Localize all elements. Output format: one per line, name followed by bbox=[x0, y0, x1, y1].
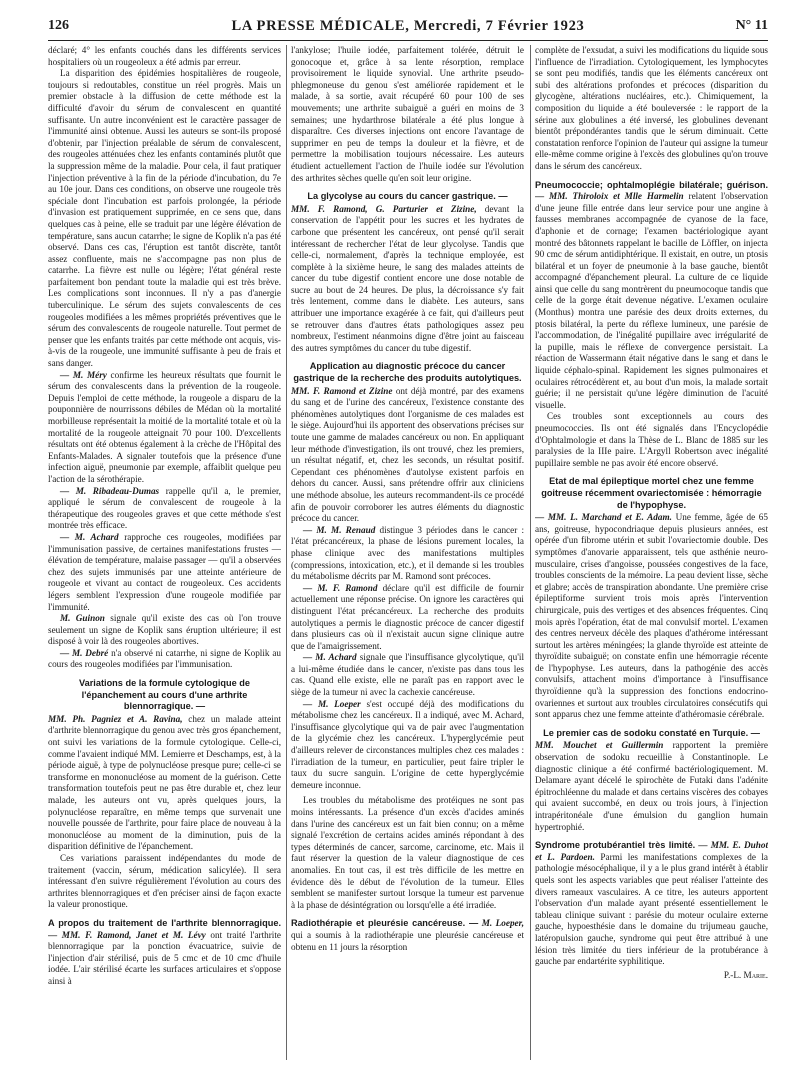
paragraph bbox=[48, 370, 281, 486]
author-name: — MM. L. Marchand et E. Adam. bbox=[535, 512, 672, 523]
paragraph-text: s'est occupé déjà des modifications du métabolisme chez les cancéreux. Il a indiqué, avec M. Achard, l'insuffisance glycolytique qui va de pair avec l'augmentation de la glycémie chez les cancéreux. L'hyperglycémie peut d'ailleurs relever de circonstances multiples chez ces malades : l'irradiation de la tumeur, en particulier, peut faire tripler le taux du sucre sanguin. L'origine de cette hyperglycémie demeure inconnue. bbox=[291, 698, 524, 790]
paragraph bbox=[291, 386, 524, 525]
author-name: — M. Achard bbox=[303, 652, 357, 663]
author-name: — M. Ribadeau-Dumas bbox=[60, 485, 160, 496]
author-name: MM. Ph. Pagniez et A. Ravina, bbox=[48, 713, 183, 724]
paragraph bbox=[291, 699, 524, 792]
paragraph: l'ankylose; l'huile iodée, parfaitement tolérée, détruit le gonocoque et, grâce à sa lente résorption, remplace provisoirement le liquide synovial. Une arthrite pseudo-phlegmoneuse du genou s'est améliorée rapidement et le malade, à sa sortie, avait récupéré 60 pour 100 de ses mouvements; une arthrite subaiguë a guéri en moins de 3 semaines; une hydarthrose bilatérale a été plus longue à disparaître. Ces diverses injections ont encore l'avantage de supprimer en peu de temps la douleur et la fièvre, et de permettre la mobilisation toujours nécessaire. Les auteurs étudient actuellement l'action de l'huile iodée sur l'évolution des arthrites sèches quelle qu'en soit leur origine. bbox=[291, 45, 524, 183]
paragraph-text: rapportent la première observation de sodoku recueillie à Constantinople. Le diagnostic clinique a été confirmé bactériologiquement. M. Delamare ayant décelé le spirochète de Futaki dans l'adénite épitrochléenne du malade et dans certains viscères des cobayes qui avaient succombé, en deux ou trois jours, à l'injection intrapéritonéale d'une émulsion du ganglion humain hypertrophié. bbox=[535, 740, 768, 832]
author-name: — M. Méry bbox=[60, 369, 107, 380]
section-heading: Syndrome protubérantiel très limité. bbox=[535, 840, 696, 851]
section-heading: A propos du traitement de l'arthrite blennorragique. bbox=[48, 917, 281, 928]
paragraph: Ces variations paraissent indépendantes du mode de traitement (vaccin, sérum, médication salicylée). Il sera intéressant d'en suivre régulièrement l'évolution au cours des arthrites blennorragiques et d'en préciser ainsi de façon exacte la valeur pronostique. bbox=[48, 852, 281, 910]
column-divider bbox=[530, 45, 531, 1060]
paragraph-text: signale que l'insuffisance glycolytique, qu'il a lui-même étudiée dans le cancer, n'existe pas dans tous les cas. Quand elle existe, elle ne paraît pas en rapport avec le siège de la tumeur ni avec la cachexie cancéreuse. bbox=[291, 652, 524, 698]
author-name: — M. F. Ramond bbox=[303, 582, 378, 593]
paragraph-text: Une femme, âgée de 65 ans, goitreuse, hypocondriaque depuis plusieurs années, est opérée d'un fibrome utérin et subit l'ovariectomie double. Des symptômes d'anovarie apparaissent, tels que asthénie neuro-musculaire, crises d'angoisse, poussées congestives de la face, troubles conscients de la mémoire. La peau devient lisse, sèche et glabre; accès de transpiration abondante. Une première crise épileptiforme survient trois mois après l'intervention chirurgicale, puis des vertiges et des absences fréquentes. Cinq mois après l'opération, état de mal convulsif mortel. L'examen des centres nerveux décèle des plaques d'athérome intéressant surtout les artères méningées; la glande thyroïde est atteinte de thyroïdite subaiguë; on constate enfin une hémorragie récente de l'hypophyse. Les auteurs, dans la pathogénie des accès convulsifs, attachent moins d'importance à l'insuffisance thyroïdienne qu'à la suppression des fonctions endocrino-ovariennes et surtout aux troubles circulatoires consécutifs qui sont apparus chez une femme atteinte d'athéromasie cérébrale. bbox=[535, 512, 768, 720]
author-name: M. Guinon bbox=[60, 613, 105, 624]
section-heading: Radiothérapie et pleurésie cancéreuse. — bbox=[291, 918, 479, 929]
author-name: — M. Debré bbox=[60, 647, 109, 658]
paragraph bbox=[535, 840, 768, 968]
section-heading: Pneumococcie; ophtalmoplégie bilatérale; guérison. bbox=[535, 179, 768, 190]
paragraph: déclaré; 4° les enfants couchés dans les différents services hospitaliers où un rougeoleux a été admis par erreur. bbox=[48, 45, 281, 67]
paragraph-text: qui a soumis à la radiothérapie une pleurésie cancéreuse et obtenu en 11 jours la résorption bbox=[291, 929, 524, 952]
paragraph bbox=[48, 613, 281, 648]
paragraph-text: n'a observé ni catarrhe, ni signe de Koplik au cours des rougeoles modifiées par l'immunisation. bbox=[48, 647, 281, 670]
paragraph-text: ont traité l'arthrite blennorragique par la ponction évacuatrice, suivie de l'injection d'air stérilisé, puis de 5 cmc et de 10 cmc d'huile iodée. L'air stérilisé écarte les surfaces articulaires et s'oppose ainsi à bbox=[48, 929, 281, 986]
page-header bbox=[48, 18, 768, 40]
paragraph bbox=[48, 918, 281, 988]
author-name: — M. Loeper bbox=[303, 698, 361, 709]
text-column-3 bbox=[535, 45, 768, 1080]
journal-title: LA PRESSE MÉDICALE, Mercredi, 7 Février 1923 bbox=[231, 18, 585, 34]
section-heading: Variations de la formule cytologique de l'épanchement au cours d'une arthrite blennorragique. — bbox=[78, 678, 251, 712]
paragraph bbox=[48, 714, 281, 853]
column-divider bbox=[286, 45, 287, 1060]
page-number: 126 bbox=[48, 18, 69, 33]
signature: P.-L. Marie. bbox=[723, 969, 768, 980]
paragraph-text: rapproche ces rougeoles, modifiées par l'immunisation passive, de certaines manifestations frustes — élévation de température, malaise passager — qu'il a observées chez des sujets immunisés par une atteinte antérieure de rougeole et vivant au contact de rougeoleux. Ces accidents légers semblent l'expression d'une rougeole modifiée par l'immunité. bbox=[48, 531, 281, 612]
paragraph-text: ont déjà montré, par des examens du sang et de l'urine des cancéreux, l'existence constante des phénomènes autolytiques dont l'organisme de ces malades est le siège. Aujourd'hui ils apportent des observations précises sur toute une gamme de malades cancéreux ou non. En appliquant leur méthode d'investigation, ils ont trouvé, chez les premiers, un résultat négatif, et, chez les seconds, un résultat positif. Cependant ces phénomènes d'autolyse existent parfois en dehors du cancer. Aussi, sans prétendre offrir aux cliniciens une méthode absolue, les auteurs recommandent-ils ce procédé afin de pouvoir corroborer les autres éléments du diagnostic précoce du cancer. bbox=[291, 385, 524, 524]
paragraph bbox=[291, 525, 524, 583]
paragraph bbox=[291, 652, 524, 698]
author-name: MM. F. Ramond, G. Parturier et Zizine, bbox=[291, 203, 477, 214]
issue-number: N° 11 bbox=[735, 18, 768, 33]
text-column-2 bbox=[291, 45, 524, 1080]
paragraph-text: devant la conservation de l'appétit pour les sucres et les hydrates de carbone que présentent les cancéreux, ont pensé qu'il serait intéressant de rechercher l'état de leur glycolyse. Tandis que celle-ci, normalement, d'après la technique employée, est complète à la sixième heure, le sang des malades atteints de cancer du tube digestif contient encore une dose notable de sucre au bout de 24 heures. De plus, la décroissance s'y fait très lentement, comme dans le diabète. Les auteurs, sans attribuer une importance exagérée à ce fait, qui d'ailleurs peut se retrouver dans d'autres états pathologiques assez peu nombreux, l'estiment néanmoins digne d'être joint au faisceau des autres symptômes du cancer du tube digestif. bbox=[291, 203, 524, 353]
paragraph-text: signale qu'il existe des cas où l'on trouve seulement un signe de Koplik sans éruption ultérieure; il est disposé à voir là des rougeoles abortives. bbox=[48, 613, 281, 647]
section-heading: Etat de mal épileptique mortel chez une femme goitreuse récemment ovariectomisée : hémorragie de l'hypophyse. bbox=[541, 476, 762, 510]
author-name: — MM. Thiroloix et Mlle Harmelin bbox=[535, 191, 684, 202]
paragraph-text: relatent l'observation d'une jeune fille entrée dans leur service pour une angine à fausses membranes accompagnée de cyanose de la face, d'aphonie et de cornage; l'examen bactériologique ayant montré des bâtonnets rappelant le bacille de Löffler, on injecta 90 cmc de sérum antidiphtérique. Il existait, en outre, un ptosis bilatéral et un foyer de pneumonie à la base gauche, bientôt accompagné d'épanchement pleural. La culture de ce liquide ainsi que celle du sang montrèrent du pneumocoque tandis que celle de la gorge était devenue négative. L'examen oculaire (Monthus) montra une parésie des deux droits externes, du ptosis bilatéral, la perte du réflexe lumineux, une parésie de l'accommodation, de l'inégalité pupillaire avec irrégularité de la pupille, mais le réflexe de convergence persistait. La réaction de Wassermann était négative dans le sang et dans le liquide céphalo-spinal. Rapidement les signes pulmonaires et oculaires rétrocédèrent et, au bout d'un mois, la malade sortait guérie; il ne persistait qu'une légère diminution de l'acuité visuelle. bbox=[535, 191, 768, 410]
paragraph-text: déclare qu'il est difficile de fournir actuellement une réponse précise. On ignore les caractères qui distinguent l'état précancéreux. La recherche des produits autolytiques a permis le diagnostic précoce de cancer digestif dans plusieurs cas où il n'existait aucun signe clinique autre que de l'amaigrissement. bbox=[291, 582, 524, 651]
paragraph: La disparition des épidémies hospitalières de rougeole, toujours si redoutables, constitue un réel progrès. Mais un premier obstacle à la diffusion de cette méthode est la difficulté d'avoir du sérum de convalescent en quantité suffisante. Un autre inconvénient est le caractère passager de l'immunité ainsi obtenue. Aussi les auteurs se sont-ils proposé d'obtenir, par l'injection préalable de sérum de convalescent, des rougeoles atténuées chez les enfants contaminés plutôt que la suppression même de la maladie. Pour cela, il faut pratiquer l'injection préventive à la fin de la période d'incubation, du 7e au 10e jour. Dans ces conditions, on observe une rougeole très spéciale dont l'incubation est parfois prolongée, la période d'invasion est pratiquement supprimée, en ce sens que, dans quelques cas à peine, elle se traduit par une légère élévation de température, sans aucun catarrhe; le signe de Koplik n'a pas été observé. Dans ces cas, l'éruption est tantôt discrète, tantôt assez confluente, mais ne s'accompagne pas non plus de catarrhe. La fièvre est nulle ou légère; l'état général reste parfaitement bon pendant toute la maladie qui est très brève. Les complications sont inconnues. Il n'y a pas d'anergie tuberculinique. Le sérum des sujets convalescents de ces rougeoles modifiées a les mêmes propriétés préventives que le sérum des convalescents de rougeole naturelle. Tout permet de penser que les enfants traités par cette méthode ont acquis, vis-à-vis de la rougeole, une immunité suffisante à peu de frais et sans danger. bbox=[48, 68, 281, 369]
paragraph-text: chez un malade atteint d'arthrite blennorragique du genou avec très gros épanchement, ont suivi les variations de la formule cytologique. Celle-ci, comme l'avaient indiqué MM. Lemierre et Deschamps, est, à la période aiguë, à type de polynucléose presque pure; celle-ci se transforme en mononucléose au moment de la guérison. Cette transformation toutefois peut ne pas être durable et, chez leur malade, les auteurs ont vu, après quelques jours, la polynucléose reparaître, en même temps que survenait une nouvelle poussée de l'arthrite, pour faire place de nouveau à la mononucléose au moment de la diminution, puis de la disparition définitive de l'épanchement. bbox=[48, 713, 281, 852]
paragraph bbox=[291, 918, 524, 953]
paragraph bbox=[291, 583, 524, 653]
author-name: — MM. F. Ramond, Janet et M. Lévy bbox=[48, 929, 206, 940]
paragraph bbox=[48, 648, 281, 671]
paragraph-text: confirme les heureux résultats que fournit le sérum des convalescents dans la prévention de la rougeole. Depuis l'emploi de cette méthode, la rougeole a disparu de la pouponnière de nourrissons débiles de Médan où la mortalité morbilleuse représentait la moitié de la mortalité totale et où la mortalité de la rougeole atteignait 70 pour 100. D'excellents résultats ont été obtenus également à la crèche de l'Hôpital des Enfants-Malades. A signaler toutefois que la présence d'une infection aiguë, pneumonie par exemple, affaiblit quelque peu l'action de la sérothérapie. bbox=[48, 369, 281, 484]
section-heading: La glycolyse au cours du cancer gastrique. — bbox=[307, 191, 508, 202]
paragraph: Ces troubles sont exceptionnels au cours des pneumococcies. Ils ont été signalés dans l'Encyclopédie d'Ophtalmologie et dans la Thèse de L. Blanc de 1885 sur les paralysies de la IIIe paire. L'Argyll Robertson avec inégalité pupillaire semble ne pas avoir été encore observé. bbox=[535, 411, 768, 468]
paragraph-text: distingue 3 périodes dans le cancer : l'état précancéreux, la phase de lésions purement locales, la phase clinique avec des manifestations multiples (compressions, intoxication, etc.), et il demande si les troubles du métabolisme décrits par M. Ramond sont précoces. bbox=[291, 524, 524, 582]
author-name: MM. F. Ramond et Zizine bbox=[291, 385, 393, 396]
author-name: M. Loeper, bbox=[478, 918, 524, 929]
section-heading: Application au diagnostic précoce du cancer gastrique de la recherche des produits autolytiques. bbox=[293, 361, 522, 384]
author-name: — MM. E. Duhot et L. Pardoen. bbox=[535, 840, 768, 862]
author-name: — M. Achard bbox=[60, 531, 119, 542]
paragraph-text: Parmi les manifestations complexes de la pathologie mésocéphalique, il y a le plus grand intérêt à établir quels sont les aspects variables que peut réaliser l'atteinte des divers rameaux vasculaires. A ce titre, les auteurs apportent l'observation d'un malade ayant présenté essentiellement le tableau clinique suivant : parésie du moteur oculaire externe gauche, hypoesthésie dans le domaine du trijumeau gauche, latéropulsion gauche, syndrome qui peut être attribué à une lésion très limitée du tiers inférieur de la protubérance à gauche par endartérite syphilitique. bbox=[535, 851, 768, 967]
paragraph-text: rappelle qu'il a, le premier, appliqué le sérum de convalescent de rougeole à la thérapeutique des rougeoles graves et que cette méthode s'est montrée très efficace. bbox=[48, 485, 281, 531]
paragraph bbox=[48, 486, 281, 532]
author-name: MM. Mouchet et Guillermin bbox=[535, 740, 664, 751]
paragraph bbox=[535, 512, 768, 721]
paragraph: complète de l'exsudat, a suivi les modifications du liquide sous l'influence de l'irradiation. Cytologiquement, les lymphocytes se sont peu modifiés, tandis que les éléments cancéreux ont subi des altérations profondes et précoces (disparition du glycogène, altérations nucléaires, etc.). Chimiquement, la composition du liquide a été bouleversée : le rapport de la sérine aux globulines a été inversé, les globulines devenant bientôt prépondérantes tandis que le sérum diminuait. Cette constatation renforce l'opinion de l'auteur qui assigne la tumeur elle-même comme origine à l'excès des globulines qu'on trouve dans le sérum des cancéreux. bbox=[535, 45, 768, 171]
text-column-1 bbox=[48, 45, 281, 1080]
paragraph bbox=[48, 532, 281, 613]
paragraph bbox=[535, 180, 768, 412]
paragraph: Les troubles du métabolisme des protéiques ne sont pas moins intéressants. La présence d'un excès d'acides aminés dans l'urine des cancéreux est un fait bien connu; on a même signalé l'excrétion de certains acides aminés répondant à des types déterminés de cancer, sarcome, carcinome, etc. Mais il faut réserver la question de la valeur diagnostique de ces anomalies. En tout cas, il est très difficile de les mettre en évidence dès le début de l'évolution de la tumeur. Elles semblent se manifester surtout lorsque la tumeur est parvenue à la phase de désintégration ou lorsqu'elle a été irradiée. bbox=[291, 795, 524, 910]
paragraph bbox=[535, 740, 768, 833]
header-rule bbox=[48, 40, 768, 41]
author-name: — M. M. Renaud bbox=[303, 524, 376, 535]
section-heading: Le premier cas de sodoku constaté en Turquie. — bbox=[543, 727, 760, 738]
paragraph bbox=[291, 204, 524, 355]
